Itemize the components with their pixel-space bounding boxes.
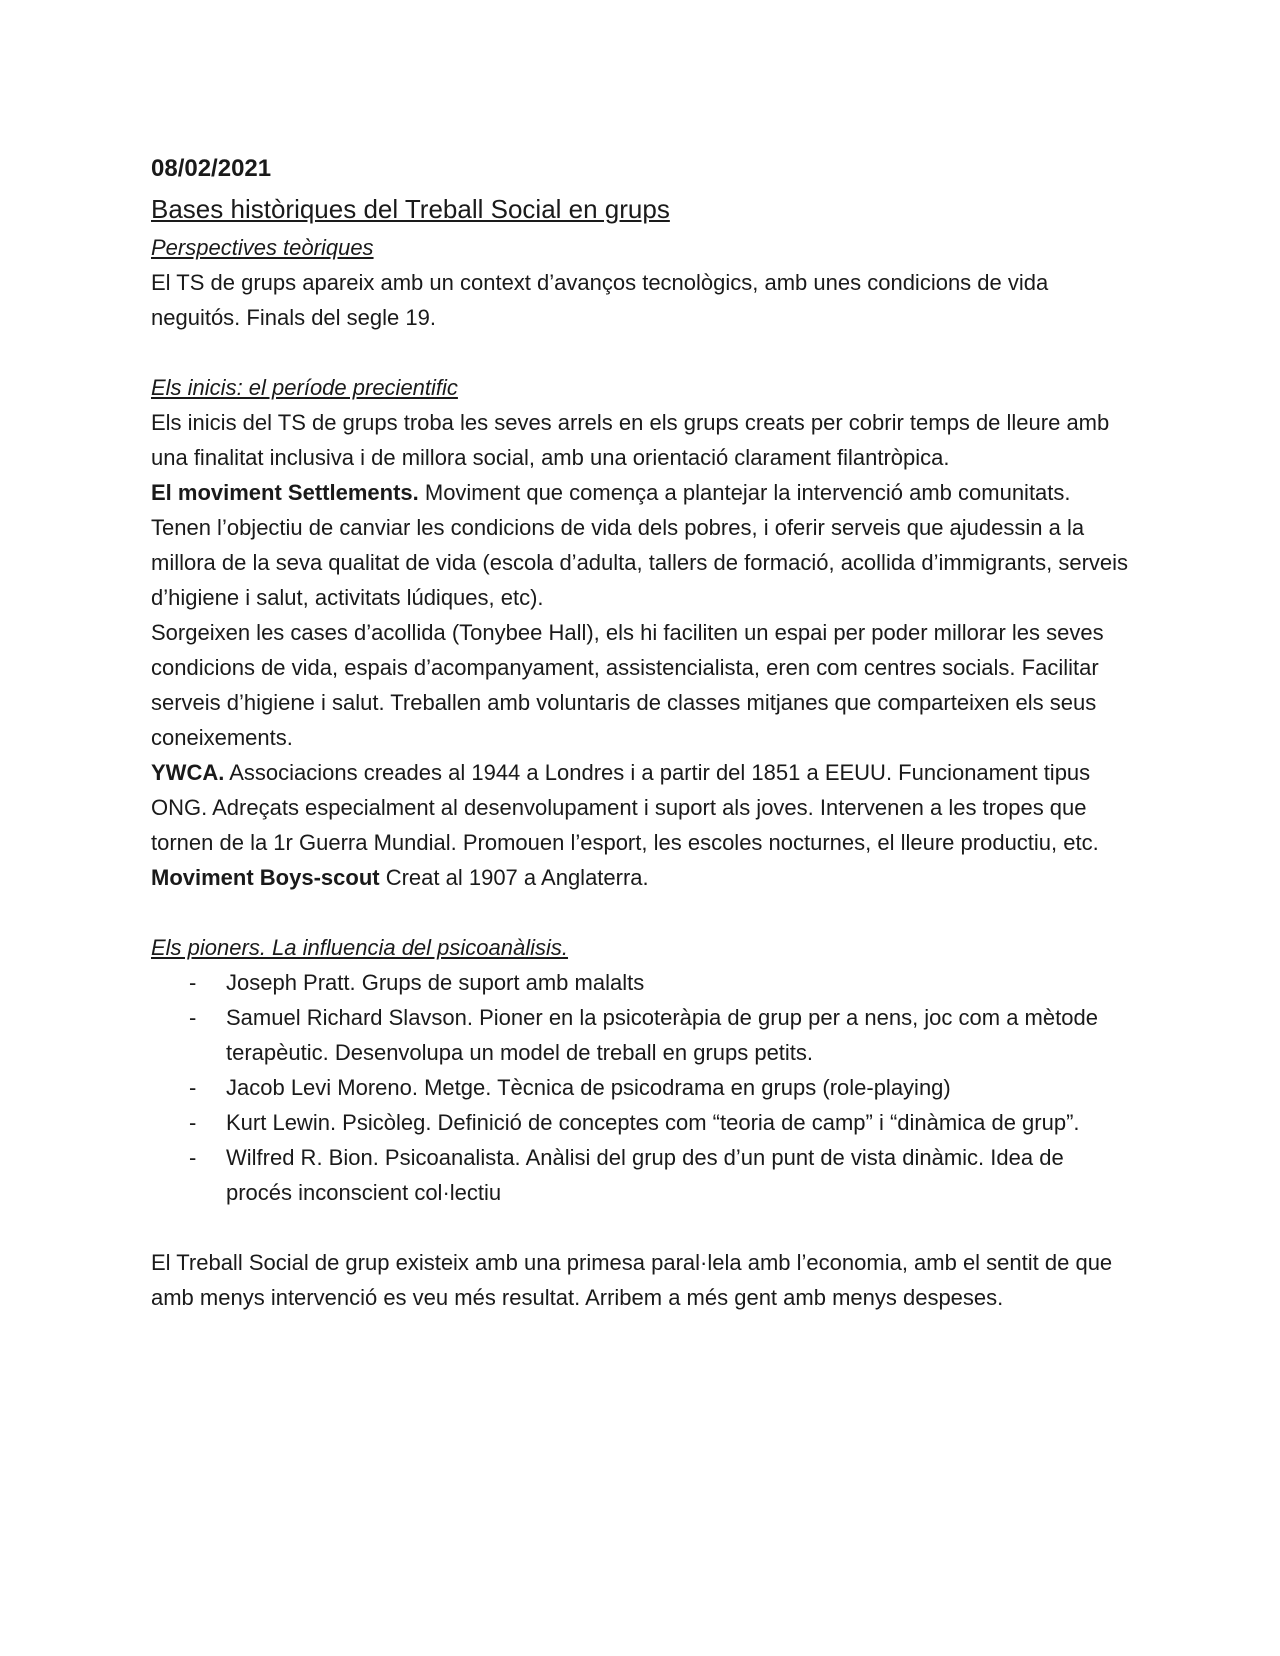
bullet-dash: - [189, 970, 197, 995]
ywca-text: Associacions creades al 1944 a Londres i a partir del 1851 a EEUU. Funcionament tipus ONG. Adreçats especialment al desenvolupament i suport als joves. Intervenen a les tropes que tornen de la 1r Guerra Mundial. Promouen l’esport, les escoles nocturnes, el lleure productiu, etc. [151, 760, 1099, 855]
list-item-text: Samuel Richard Slavson. Pioner en la psicoteràpia de grup per a nens, joc com a mètode terapèutic. Desenvolupa un model de treball en grups petits. [226, 1005, 1098, 1065]
bullet-dash: - [189, 1110, 197, 1135]
paragraph-context: El TS de grups apareix amb un context d’avanços tecnològics, amb unes condicions de vida neguitós. Finals del segle 19. [151, 270, 1049, 330]
paragraph-inicis: Els inicis del TS de grups troba les seves arrels en els grups creats per cobrir temps de lleure amb una finalitat inclusiva i de millora social, amb una orientació clarament filantròpica. [151, 410, 1110, 470]
paragraph-ywca [151, 755, 1131, 860]
heading-pioners: Els pioners. La influencia del psicoanàlisis. [151, 935, 569, 960]
paragraph-settlements [151, 475, 1131, 615]
document-title: Bases històriques del Treball Social en grups [151, 194, 670, 224]
pioneers-list [151, 965, 1131, 1210]
boyscout-text: Creat al 1907 a Anglaterra. [379, 865, 649, 890]
list-item [151, 1000, 1131, 1070]
list-item-text: Kurt Lewin. Psicòleg. Definició de conceptes com “teoria de camp” i “dinàmica de grup”. [226, 1110, 1080, 1135]
heading-inicis: Els inicis: el període precientific [151, 375, 458, 400]
list-item-text: Wilfred R. Bion. Psicoanalista. Anàlisi del grup des d’un punt de vista dinàmic. Idea de procés inconscient col·lectiu [226, 1145, 1064, 1205]
bullet-dash: - [189, 1145, 197, 1170]
list-item-text: Joseph Pratt. Grups de suport amb malalts [226, 970, 645, 995]
document-date: 08/02/2021 [151, 155, 272, 182]
paragraph-boyscout [151, 860, 1131, 895]
paragraph-cases-acollida: Sorgeixen les cases d’acollida (Tonybee Hall), els hi faciliten un espai per poder millorar les seves condicions de vida, espais d’acompanyament, assistencialista, eren com centres socials. Facilitar serveis d’higiene i salut. Treballen amb voluntaris de classes mitjanes que comparteixen els seus coneixements. [151, 620, 1104, 750]
spacer [151, 335, 1131, 370]
ywca-label: YWCA. [151, 760, 225, 785]
paragraph-conclusion: El Treball Social de grup existeix amb una primesa paral·lela amb l’economia, amb el sentit de que amb menys intervenció es veu més resultat. Arribem a més gent amb menys despeses. [151, 1250, 1113, 1310]
list-item [151, 965, 1131, 1000]
document-page [151, 150, 1131, 1315]
list-item [151, 1105, 1131, 1140]
list-item [151, 1070, 1131, 1105]
settlements-label: El moviment Settlements. [151, 480, 419, 505]
bullet-dash: - [189, 1005, 197, 1030]
spacer [151, 895, 1131, 930]
heading-perspectives: Perspectives teòriques [151, 235, 374, 260]
settlements-text: Moviment que comença a plantejar la intervenció amb comunitats. Tenen l’objectiu de canviar les condicions de vida dels pobres, i oferir serveis que ajudessin a la millora de la seva qualitat de vida (escola d’adulta, tallers de formació, acollida d’immigrants, serveis d’higiene i salut, activitats lúdiques, etc). [151, 480, 1129, 610]
boyscout-label: Moviment Boys-scout [151, 865, 380, 890]
list-item-text: Jacob Levi Moreno. Metge. Tècnica de psicodrama en grups (role-playing) [226, 1075, 951, 1100]
list-item [151, 1140, 1131, 1210]
spacer [151, 1210, 1131, 1245]
bullet-dash: - [189, 1075, 197, 1100]
